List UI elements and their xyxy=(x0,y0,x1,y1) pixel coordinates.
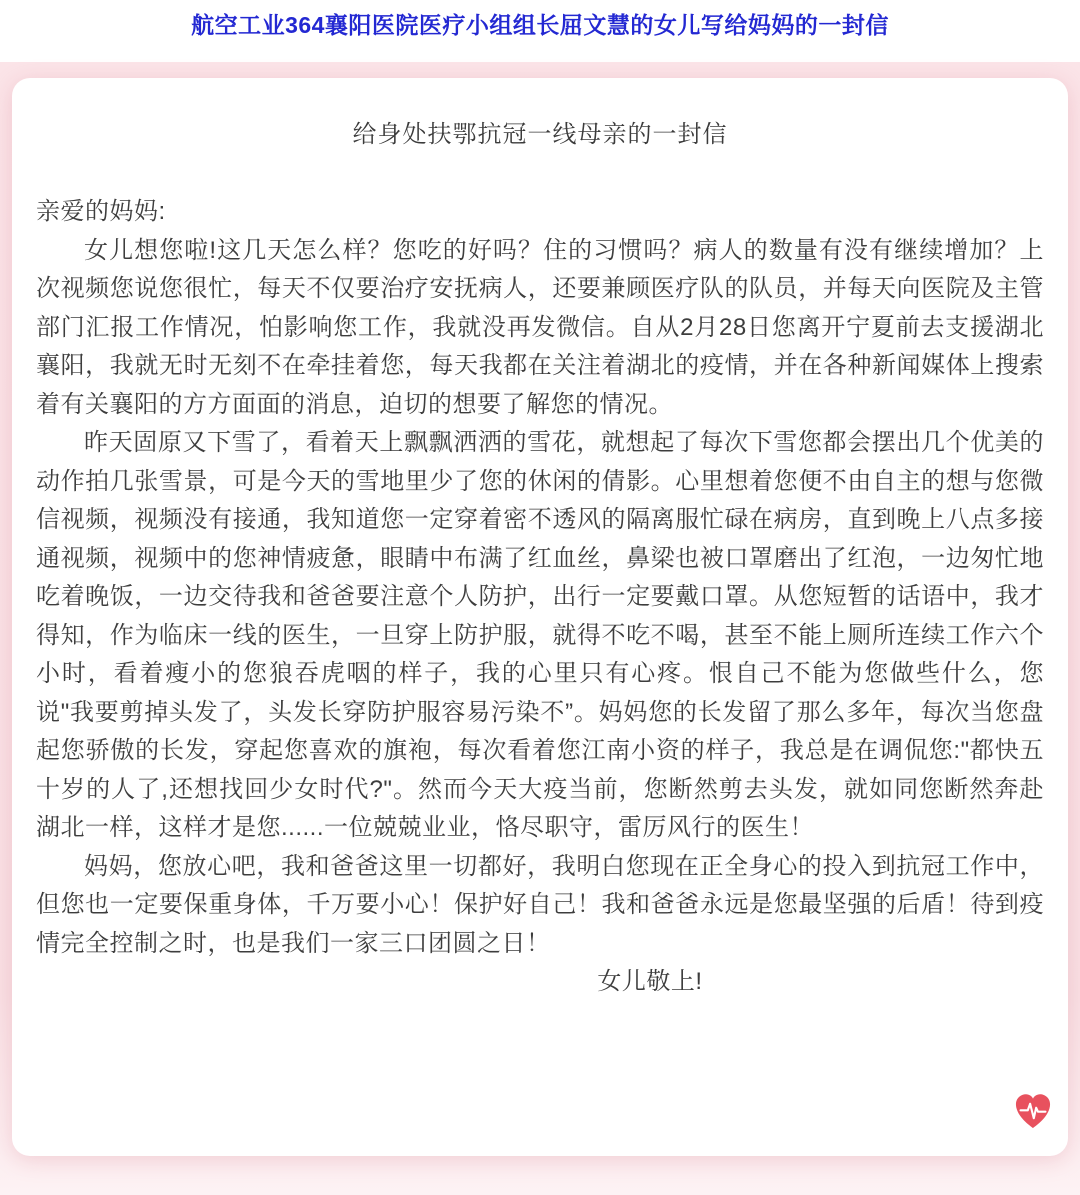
letter-title: 给身处扶鄂抗冠一线母亲的一封信 xyxy=(352,121,728,148)
letter-card xyxy=(12,78,1068,1156)
letter-paragraph: 女儿想您啦!这几天怎么样？您吃的好吗？住的习惯吗？病人的数量有没有继续增加？上次视频您说您很忙，每天不仅要治疗安抚病人，还要兼顾医疗队的队员，并每天向医院及主管部门汇报工作情况，怕影响您工作，我就没再发微信。自从2月28日您离开宁夏前去支援湖北襄阳，我就无时无刻不在牵挂着您，每天我都在关注着湖北的疫情，并在各种新闻媒体上搜索着有关襄阳的方方面面的消息，迫切的想要了解您的情况。 xyxy=(36,236,1044,418)
letter-paragraph: 妈妈，您放心吧，我和爸爸这里一切都好，我明白您现在正全身心的投入到抗冠工作中，但您也一定要保重身体，千万要小心！保护好自己！我和爸爸永远是您最坚强的后盾！待到疫情完全控制之时，也是我们一家三口团圆之日！ xyxy=(36,852,1044,957)
letter-signature: 女儿敬上! xyxy=(597,968,703,995)
letter-salutation: 亲爱的妈妈: xyxy=(36,198,166,225)
page-title: 航空工业364襄阳医院医疗小组组长屈文慧的女儿写给妈妈的一封信 xyxy=(191,12,889,38)
letter-paragraph: 昨天固原又下雪了，看着天上飘飘洒洒的雪花，就想起了每次下雪您都会摆出几个优美的动作拍几张雪景，可是今天的雪地里少了您的休闲的倩影。心里想着您便不由自主的想与您微信视频，视频没有接通，我知道您一定穿着密不透风的隔离服忙碌在病房，直到晚上八点多接通视频，视频中的您神情疲惫，眼睛中布满了红血丝，鼻梁也被口罩磨出了红泡，一边匆忙地吃着晚饭，一边交待我和爸爸要注意个人防护，出行一定要戴口罩。从您短暂的话语中，我才得知，作为临床一线的医生，一旦穿上防护服，就得不吃不喝，甚至不能上厕所连续工作六个小时，看着瘦小的您狼吞虎咽的样子，我的心里只有心疼。恨自己不能为您做些什么，您说"我要剪掉头发了，头发长穿防护服容易污染不”。妈妈您的长发留了那么多年，每次当您盘起您骄傲的长发，穿起您喜欢的旗袍，每次看着您江南小资的样子，我总是在调侃您:"都快五十岁的人了,还想找回少女时代?"。然而今天大疫当前，您断然剪去头发，就如同您断然奔赴湖北一样，这样才是您......一位兢兢业业，恪尽职守，雷厉风行的医生！ xyxy=(36,429,1044,841)
article-header xyxy=(0,0,1080,62)
heart-ekg-icon xyxy=(1012,1090,1054,1132)
page-background xyxy=(0,62,1080,1195)
letter-body xyxy=(36,193,1044,1002)
